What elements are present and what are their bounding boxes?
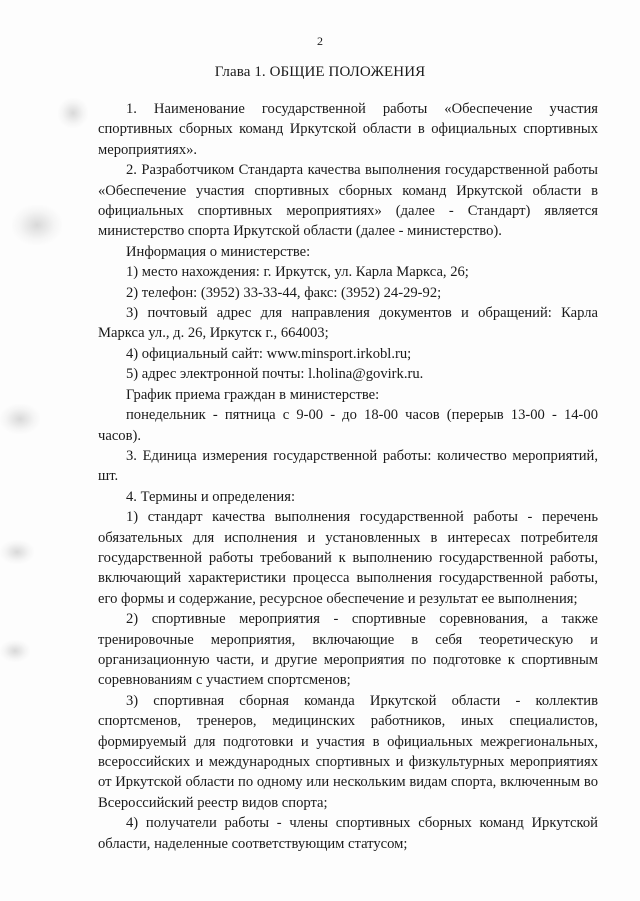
- paragraph-work-name: 1. Наименование государственной работы «Обеспечение участия спортивных сборных команд Иркутской области в официальных спортивных мероприятиях».: [98, 101, 598, 158]
- scan-artifact: [12, 205, 62, 245]
- paragraph-ministry-info-heading: Информация о министерстве:: [126, 243, 311, 260]
- paragraph-phone: 2) телефон: (3952) 33-33-44, факс: (3952) 24-29-92;: [126, 284, 442, 301]
- page-number: 2: [317, 34, 323, 48]
- chapter-title: Глава 1. ОБЩИЕ ПОЛОЖЕНИЯ: [214, 64, 426, 80]
- paragraph-unit: 3. Единица измерения государственной работы: количество мероприятий, шт.: [98, 447, 598, 485]
- paragraph-schedule: понедельник - пятница с 9-00 - до 18-00 часов (перерыв 13-00 - 14-00 часов).: [98, 407, 598, 444]
- paragraph-term-sport-events: 2) спортивные мероприятия - спортивные соревнования, а также тренировочные мероприятия, включающие в себя теоретическую и организационную части, и другие мероприятия по подготовке к спортивным соревнованиям с участием спортсменов;: [98, 611, 598, 689]
- scan-artifact: [0, 540, 34, 564]
- paragraph-location: 1) место нахождения: г. Иркутск, ул. Карла Маркса, 26;: [126, 264, 469, 281]
- paragraph-terms-heading: 4. Термины и определения:: [126, 488, 296, 505]
- paragraph-schedule-heading: График приема граждан в министерстве:: [126, 386, 380, 403]
- scan-artifact: [0, 404, 40, 434]
- paragraph-term-recipients: 4) получатели работы - члены спортивных сборных команд Иркутской области, наделенные соответствующим статусом;: [98, 815, 598, 852]
- body-text: [98, 99, 598, 854]
- scan-artifact: [58, 98, 88, 128]
- paragraph-term-team: 3) спортивная сборная команда Иркутской области - коллектив спортсменов, тренеров, медицинских работников, иных специалистов, формируемый для подготовки и участия в официальных межрегиональных, всероссийских и международных спортивных и физкультурных мероприятиях от Иркутской области по одному или нескольким видам спорта, включенным во Всероссийский реестр видов спорта;: [98, 692, 598, 811]
- paragraph-developer: 2. Разработчиком Стандарта качества выполнения государственной работы «Обеспечение участия спортивных сборных команд Иркутской области в официальных спортивных мероприятиях» (далее - Стандарт) является министерство спорта Иркутской области (далее - министерство).: [98, 162, 598, 240]
- paragraph-postal-address: 3) почтовый адрес для направления документов и обращений: Карла Маркса ул., д. 26, Иркутск г., 664003;: [98, 305, 598, 342]
- paragraph-website: 4) официальный сайт: www.minsport.irkobl.ru;: [126, 345, 412, 362]
- scan-artifact: [0, 640, 30, 662]
- paragraph-term-standard: 1) стандарт качества выполнения государственной работы - перечень обязательных для исполнения и установленных в интересах потребителя государственной работы требований к выполнению государственной работы, включающий характеристики процесса выполнения государственной работы, его формы и содержание, ресурсное обеспечение и результат ее выполнения;: [98, 509, 598, 607]
- paragraph-email: 5) адрес электронной почты: l.holina@govirk.ru.: [126, 366, 424, 383]
